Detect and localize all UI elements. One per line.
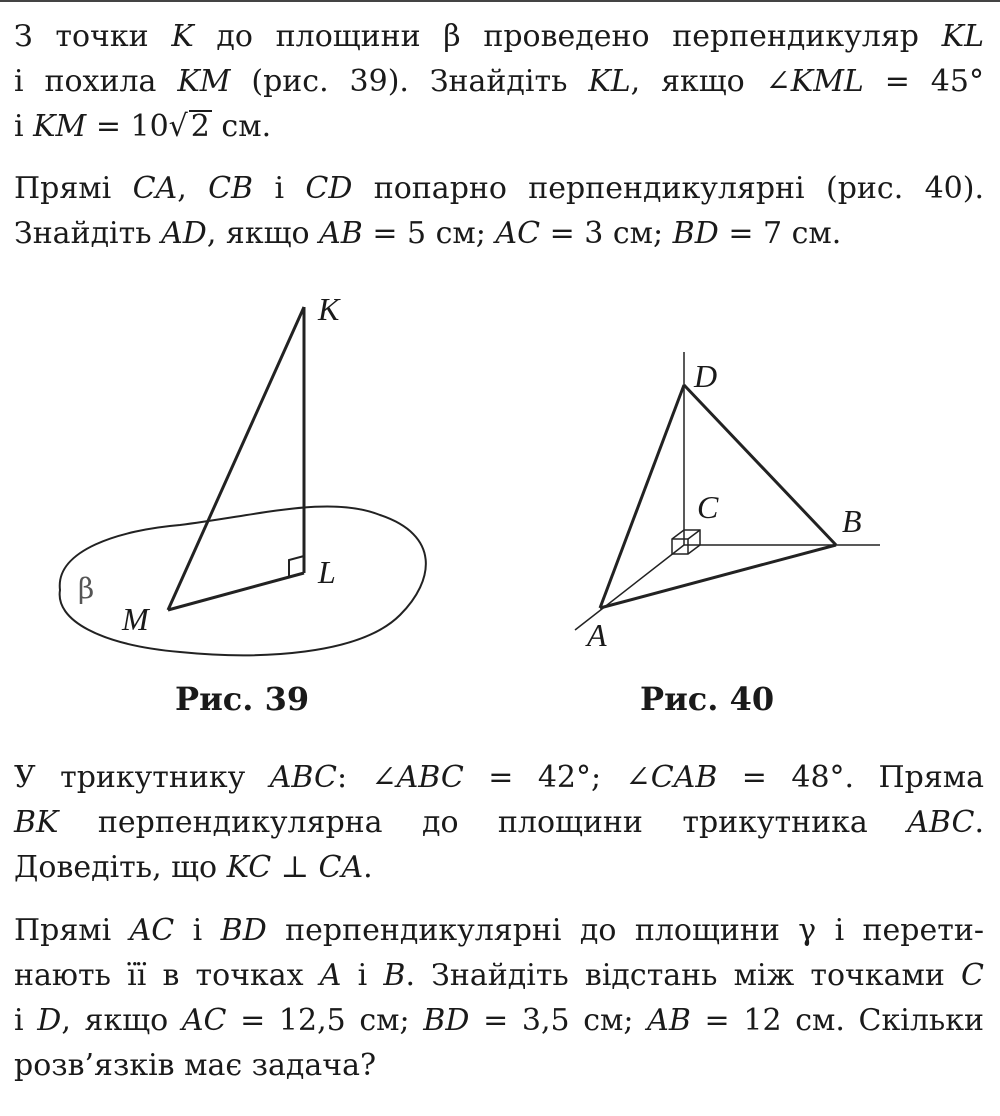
figure-39-caption: Рис. 39 [175,680,310,718]
figures [0,280,1000,680]
problem-4-line-2: нають її в точках A і B. Знайдіть відстань між точками C [14,958,984,993]
problem-3 [14,755,984,890]
sqrt-radicand: 2 [190,109,210,144]
figure-40 [575,352,880,653]
figure-39 [60,291,426,655]
label-beta: β [78,572,95,605]
top-rule [0,0,1000,2]
problem-4-line-4: розв’язків має задача? [14,1048,377,1083]
edge-DA [600,385,684,608]
label-K: K [318,291,340,327]
projection-ML [168,573,304,610]
label-C: C [697,489,719,525]
problem-2-line-1: Прямі CA, CB і CD попарно перпендикулярні (рис. 40). [14,171,984,206]
edge-AB [600,545,836,608]
problem-2 [14,166,984,256]
slant-KM [168,307,304,610]
problem-2-line-2: Знайдіть AD, якщо AB = 5 см; AC = 3 см; BD = 7 см. [14,216,842,251]
problem-1 [14,14,984,149]
label-B: B [842,503,862,539]
problem-3-line-1: У трикутнику ABC: ∠ABC = 42°; ∠CAB = 48°. Пряма [14,760,985,795]
problem-1-line-3: і KM = 10√ 2 см. [14,109,272,144]
figure-40-caption: Рис. 40 [640,680,775,718]
problem-1-line-1: З точки K до площини β проведено перпендикуляр KL [14,19,984,54]
label-M: M [122,601,149,637]
problem-4-line-1: Прямі AC і BD перпендикулярні до площини γ і перети- [14,913,984,948]
label-A: A [587,617,607,653]
label-D: D [694,358,718,394]
sqrt-sign: √ [168,109,188,144]
problem-4 [14,908,984,1088]
label-L: L [318,554,336,590]
problem-3-line-3: Доведіть, що KC ⊥ CA. [14,850,373,885]
plane-beta-outline [60,506,426,655]
problem-4-line-3: і D, якщо AC = 12,5 см; BD = 3,5 см; AB = 12 см. Скільки [14,1003,984,1038]
problem-1-line-2: і похила KM (рис. 39). Знайдіть KL, якщо ∠KML = 45° [14,64,984,99]
problem-3-line-2: BK перпендикулярна до площини трикутника ABC. [14,805,984,840]
